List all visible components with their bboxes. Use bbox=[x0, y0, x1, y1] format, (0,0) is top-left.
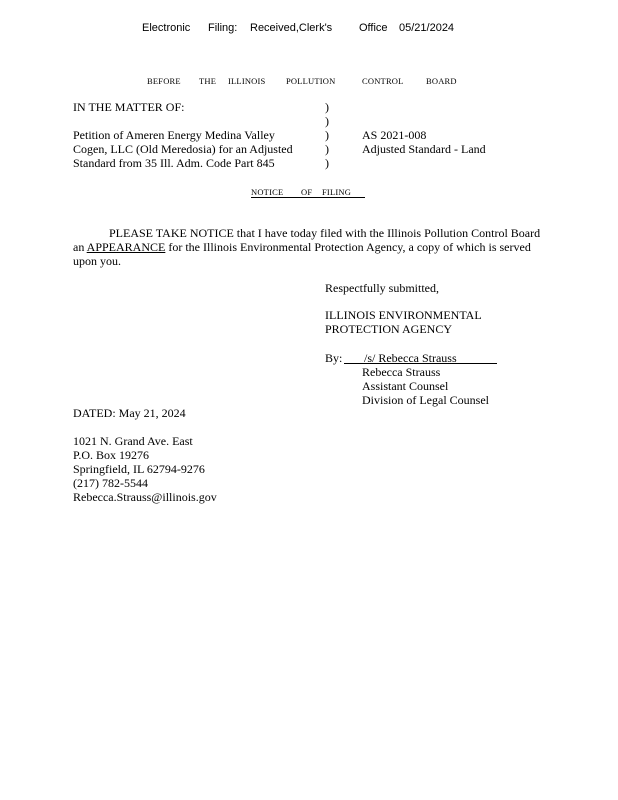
dated: DATED: May 21, 2024 bbox=[73, 406, 186, 420]
caption-left bbox=[73, 100, 293, 170]
by-label: By: bbox=[325, 351, 343, 365]
board-header-word: THE bbox=[199, 76, 217, 86]
signature: /s/ Rebecca Strauss bbox=[364, 351, 457, 365]
board-header-word: ILLINOIS bbox=[228, 76, 266, 86]
case-info bbox=[362, 128, 486, 156]
stamp-date: 05/21/2024 bbox=[399, 22, 455, 34]
caption-line: Cogen, LLC (Old Meredosia) for an Adjusted bbox=[73, 142, 293, 156]
caption-paren: ) bbox=[325, 114, 329, 128]
body-line-2-rest: for the Illinois Environmental Protection Agency, a copy of which is served bbox=[168, 240, 531, 254]
notice-word: FILING bbox=[322, 187, 352, 197]
notice-title bbox=[251, 186, 365, 198]
address-block bbox=[73, 434, 217, 504]
caption-paren: ) bbox=[325, 128, 329, 142]
email-link[interactable]: Rebecca.Strauss@illinois.gov bbox=[73, 490, 217, 504]
stamp-office: Office bbox=[359, 22, 388, 34]
appearance-text: APPEARANCE bbox=[86, 240, 166, 254]
body-an: an bbox=[73, 240, 85, 254]
body-line-1: PLEASE TAKE NOTICE that I have today filed with the Illinois Pollution Control Board bbox=[109, 226, 541, 240]
board-header-word: CONTROL bbox=[362, 76, 404, 86]
caption-paren: ) bbox=[325, 156, 329, 170]
caption-line: Standard from 35 Ill. Adm. Code Part 845 bbox=[73, 156, 275, 170]
board-header-word: BOARD bbox=[426, 76, 457, 86]
board-header-word: BEFORE bbox=[147, 76, 181, 86]
board-header-word: POLLUTION bbox=[286, 76, 336, 86]
signer-name: Rebecca Strauss bbox=[362, 365, 441, 379]
stamp-filing: Filing: bbox=[208, 22, 238, 34]
agency-line-1: ILLINOIS ENVIRONMENTAL bbox=[325, 308, 482, 322]
address-line: 1021 N. Grand Ave. East bbox=[73, 434, 193, 448]
caption-paren: ) bbox=[325, 142, 329, 156]
address-line: Springfield, IL 62794-9276 bbox=[73, 462, 205, 476]
body-line-3: upon you. bbox=[73, 254, 121, 268]
stamp-electronic: Electronic bbox=[142, 22, 191, 34]
signer-division: Division of Legal Counsel bbox=[362, 393, 489, 407]
notice-word: NOTICE bbox=[251, 187, 284, 197]
caption-paren: ) bbox=[325, 100, 329, 114]
caption-parens bbox=[325, 100, 329, 170]
case-number: AS 2021-008 bbox=[362, 128, 427, 142]
address-line: P.O. Box 19276 bbox=[73, 448, 150, 462]
caption-line bbox=[73, 114, 293, 128]
stamp-received: Received,Clerk's bbox=[250, 22, 333, 34]
caption-line: IN THE MATTER OF: bbox=[73, 100, 185, 114]
agency-line-2: PROTECTION AGENCY bbox=[325, 322, 453, 336]
notice-word: OF bbox=[301, 187, 313, 197]
body-line-2 bbox=[73, 240, 531, 254]
caption-line: Petition of Ameren Energy Medina Valley bbox=[73, 128, 275, 142]
signer-title: Assistant Counsel bbox=[362, 379, 449, 393]
address-line: (217) 782-5544 bbox=[73, 476, 148, 490]
case-type: Adjusted Standard - Land bbox=[362, 142, 486, 156]
respectfully: Respectfully submitted, bbox=[325, 281, 439, 295]
